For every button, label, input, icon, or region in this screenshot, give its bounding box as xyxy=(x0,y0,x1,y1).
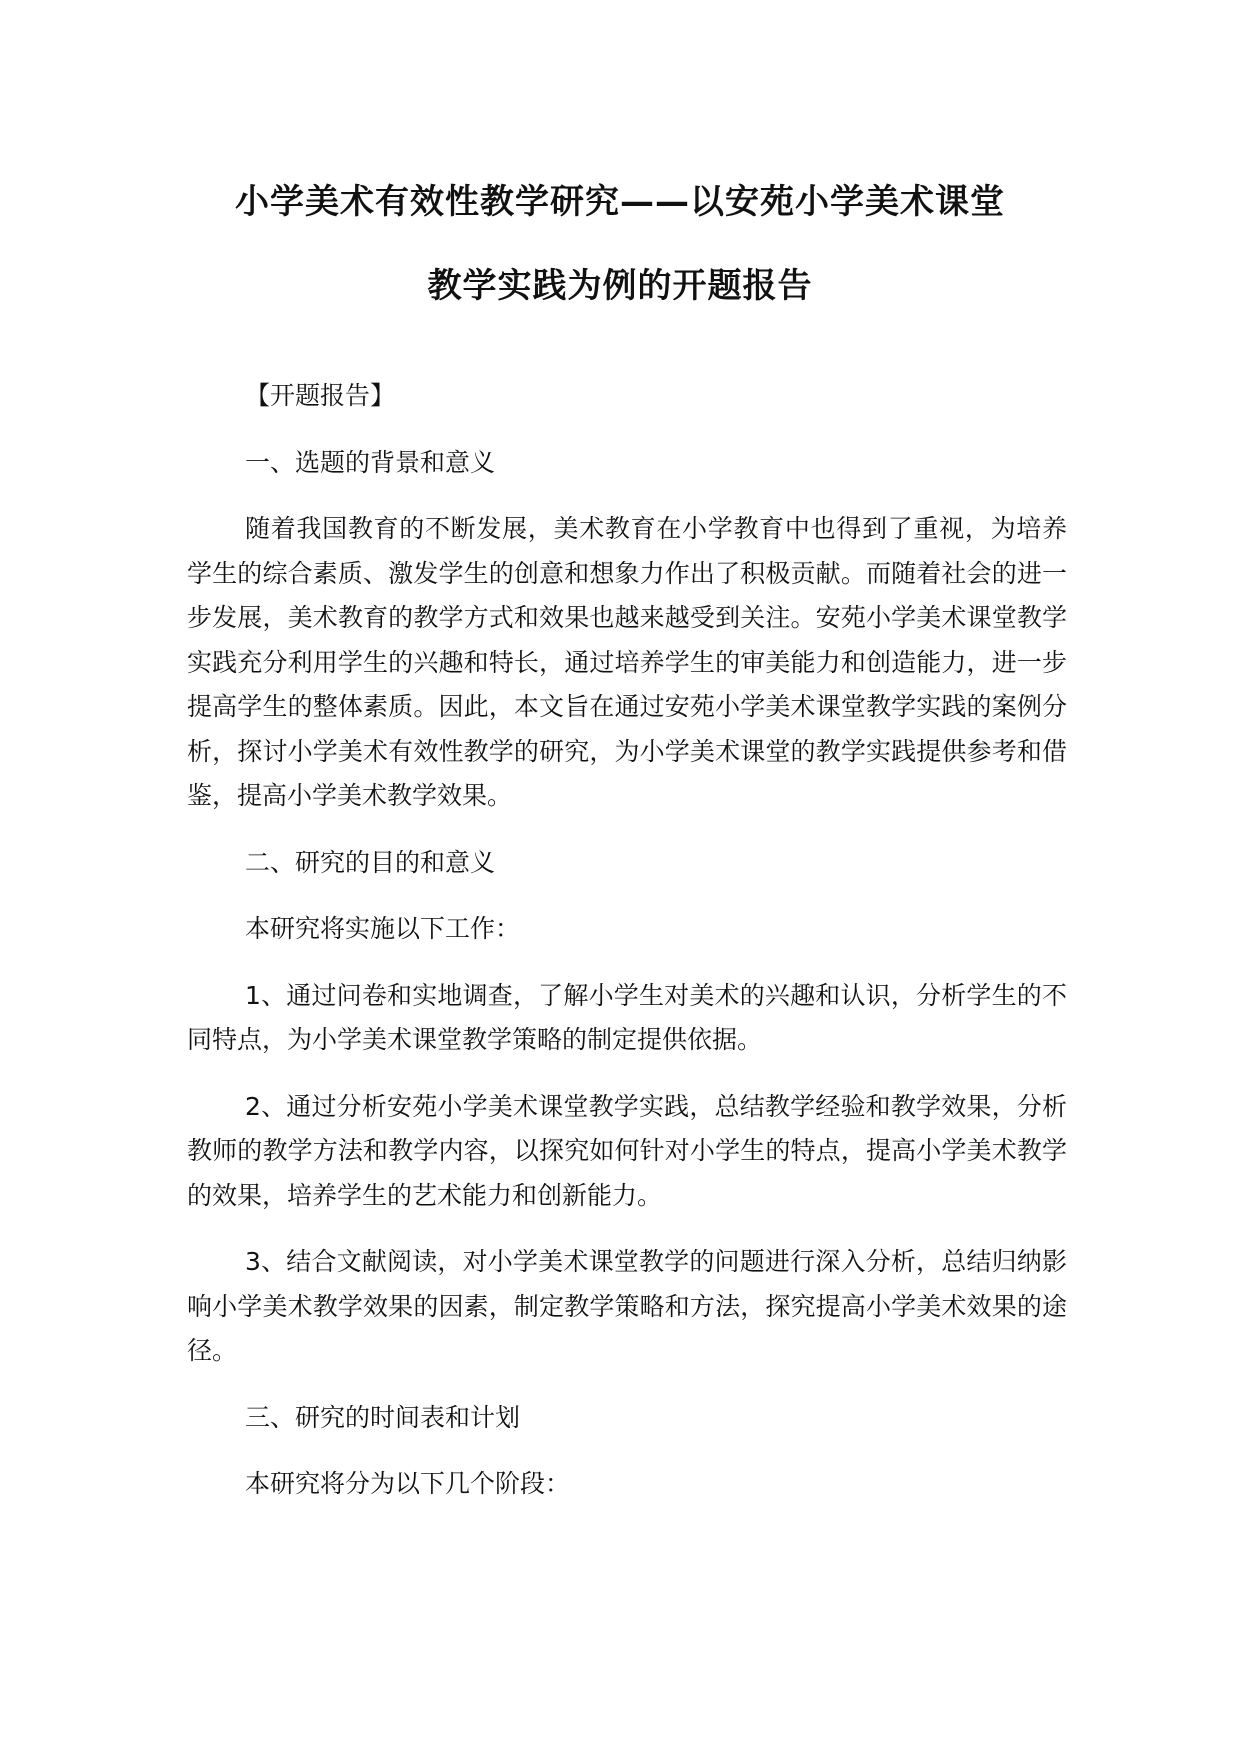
document-body xyxy=(187,374,1067,1529)
body-paragraph: 本研究将分为以下几个阶段： xyxy=(245,1469,571,1498)
list-item: 1、通过问卷和实地调查，了解小学生对美术的兴趣和认识，分析学生的不同特点，为小学美术课堂教学策略的制定提供依据。 xyxy=(187,980,1067,1054)
section-heading-1: 一、选题的背景和意义 xyxy=(245,447,496,477)
body-paragraph: 本研究将实施以下工作： xyxy=(245,914,521,943)
list-item: 2、通过分析安苑小学美术课堂教学实践，总结教学经验和教学效果，分析教师的教学方法和教学内容，以探究如何针对小学生的特点，提高小学美术教学的效果，培养学生的艺术能力和创新能力。 xyxy=(187,1091,1067,1210)
report-label: 【开题报告】 xyxy=(245,381,396,410)
body-paragraph: 随着我国教育的不断发展，美术教育在小学教育中也得到了重视，为培养学生的综合素质、激发学生的创意和想象力作出了积极贡献。而随着社会的进一步发展，美术教育的教学方式和效果也越来越受到关注。安苑小学美术课堂教学实践充分利用学生的兴趣和特长，通过培养学生的审美能力和创造能力，进一步提高学生的整体素质。因此，本文旨在通过安苑小学美术课堂教学实践的案例分析，探讨小学美术有效性教学的研究，为小学美术课堂的教学实践提供参考和借鉴，提高小学美术教学效果。 xyxy=(187,514,1067,810)
document-title-line-1: 小学美术有效性教学研究——以安苑小学美术课堂 xyxy=(235,182,1005,222)
document-title-line-2: 教学实践为例的开题报告 xyxy=(427,266,813,306)
section-heading-3: 三、研究的时间表和计划 xyxy=(245,1402,521,1432)
section-heading-2: 二、研究的目的和意义 xyxy=(245,847,496,877)
list-item: 3、结合文献阅读，对小学美术课堂教学的问题进行深入分析，总结归纳影响小学美术教学效果的因素，制定教学策略和方法，探究提高小学美术效果的途径。 xyxy=(187,1247,1067,1365)
